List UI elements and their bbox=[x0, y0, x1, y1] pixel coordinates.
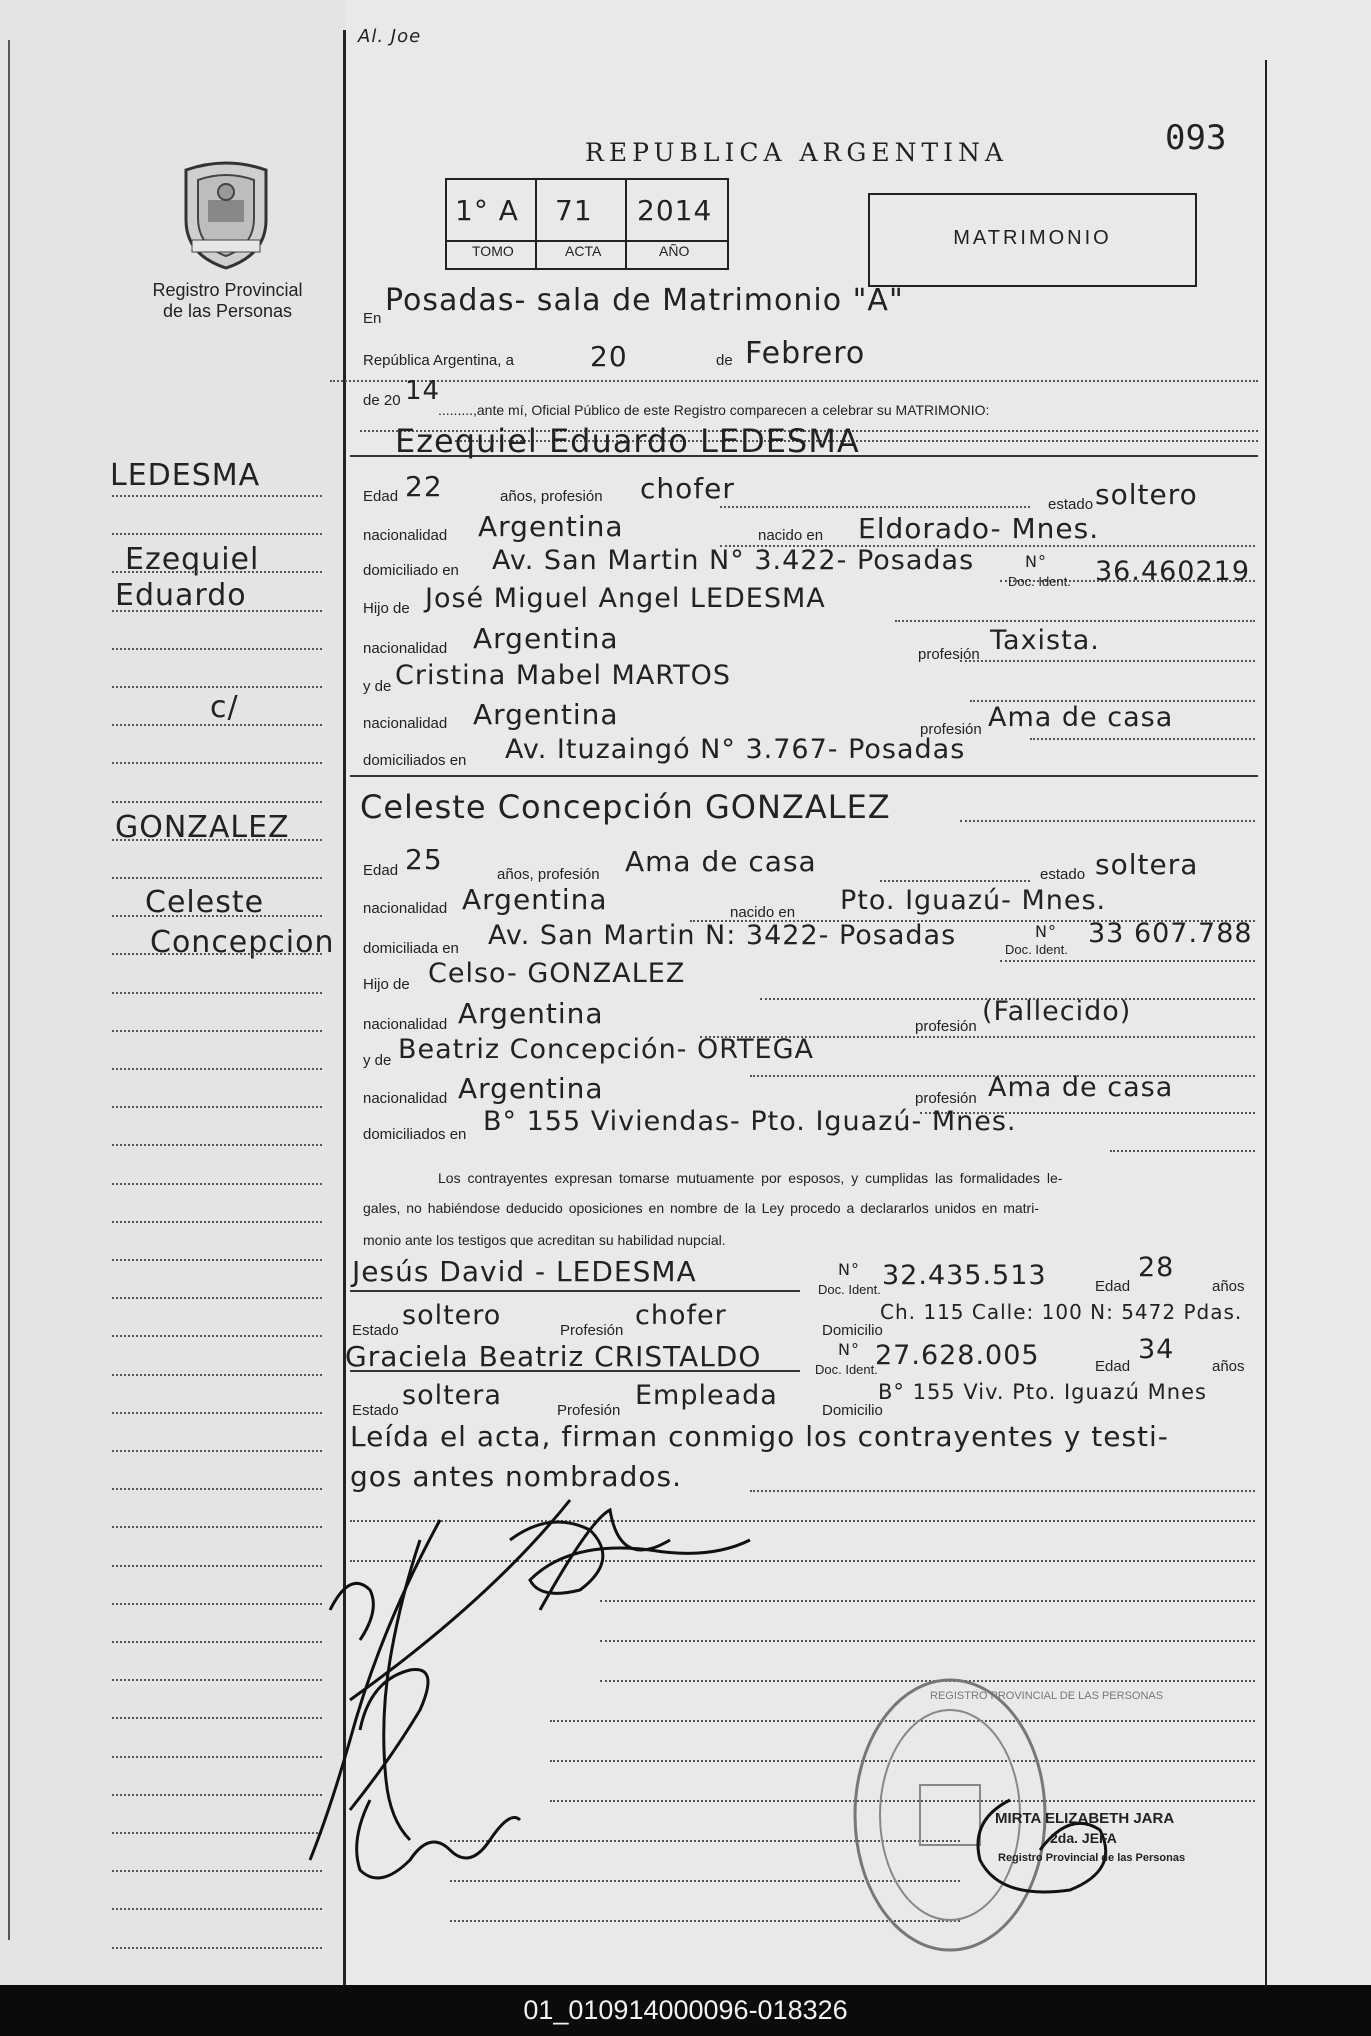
margin-rule bbox=[112, 1947, 322, 1949]
body-rule bbox=[1030, 738, 1255, 740]
bride-address: Av. San Martin N: 3422- Posadas bbox=[488, 920, 957, 951]
bride-doc: 33 607.788 bbox=[1088, 918, 1253, 949]
bride-parents-dom-label: domiciliados en bbox=[363, 1126, 467, 1143]
groom-doc-n: N° bbox=[1025, 552, 1047, 571]
groom-edad-label: Edad bbox=[363, 488, 399, 505]
bride-doc-n: N° bbox=[1035, 922, 1057, 941]
margin-rule bbox=[112, 877, 322, 879]
groom-hijo-label: Hijo de bbox=[363, 600, 410, 617]
day-value: 20 bbox=[590, 340, 628, 373]
witness-1-anos-label: años bbox=[1212, 1278, 1245, 1295]
year-prefix: de 20 bbox=[363, 392, 401, 409]
groom-mother-prof: Ama de casa bbox=[988, 702, 1174, 733]
seal-text: REGISTRO PROVINCIAL DE LAS PERSONAS bbox=[930, 1690, 1164, 1702]
groom-father-prof: Taxista. bbox=[990, 625, 1100, 656]
margin-rule bbox=[112, 686, 322, 688]
margin-rule bbox=[112, 533, 322, 535]
registry-seal-logo bbox=[178, 160, 274, 270]
groom-nationality: Argentina bbox=[478, 510, 624, 543]
page-number: 093 bbox=[1165, 118, 1227, 158]
margin-rule bbox=[112, 571, 322, 573]
margin-groom-names-1: Ezequiel bbox=[125, 542, 260, 577]
margin-rule bbox=[112, 648, 322, 650]
margin-rule bbox=[112, 953, 322, 955]
bride-mother-prof-label: profesión bbox=[915, 1090, 977, 1107]
bride-nationality: Argentina bbox=[462, 883, 608, 916]
groom-mother-nat: Argentina bbox=[473, 698, 619, 731]
body-rule bbox=[720, 506, 1030, 508]
year-suffix: 14 bbox=[405, 376, 441, 406]
margin-bride-names-2: Concepcion bbox=[150, 925, 335, 960]
bride-mother-prof: Ama de casa bbox=[988, 1072, 1174, 1103]
margin-rule bbox=[112, 1221, 322, 1223]
bride-father-prof: (Fallecido) bbox=[982, 996, 1132, 1027]
right-border bbox=[1265, 60, 1267, 1985]
body-rule bbox=[895, 620, 1255, 622]
groom-nac-label: nacionalidad bbox=[363, 527, 448, 544]
margin-rule bbox=[112, 915, 322, 917]
margin-rule bbox=[112, 1030, 322, 1032]
body-rule bbox=[960, 820, 1255, 822]
margin-groom-surname: LEDESMA bbox=[110, 458, 261, 493]
margin-connector: c/ bbox=[210, 690, 239, 725]
bride-father: Celso- GONZALEZ bbox=[428, 958, 686, 989]
groom-full-name: Ezequiel Eduardo LEDESMA bbox=[395, 422, 860, 460]
declaration-line-3: monio ante los testigos que acreditan su habilidad nupcial. bbox=[363, 1232, 726, 1248]
groom-parents-dom-label: domiciliados en bbox=[363, 752, 467, 769]
groom-nacido-label: nacido en bbox=[758, 527, 824, 544]
acta-value: 71 bbox=[555, 194, 593, 227]
place-value: Posadas- sala de Matrimonio "A" bbox=[385, 283, 904, 318]
record-type-box bbox=[868, 193, 1197, 287]
en-label: En bbox=[363, 310, 382, 327]
margin-rule bbox=[112, 762, 322, 764]
witness-1-estado-label: Estado bbox=[352, 1322, 399, 1339]
bride-mother: Beatriz Concepción- ORTEGA bbox=[398, 1034, 814, 1065]
body-rule bbox=[960, 660, 1255, 662]
bride-birthplace: Pto. Iguazú- Mnes. bbox=[840, 885, 1107, 916]
bride-doc-label: Doc. Ident. bbox=[1005, 942, 1068, 957]
official-title: 2da. JEFA bbox=[1050, 1830, 1117, 1846]
shield-emblem-icon bbox=[178, 160, 274, 270]
margin-rule bbox=[112, 1183, 322, 1185]
barcode-text: 01_010914000096-018326 bbox=[523, 1995, 848, 2025]
groom-parents-address: Av. Ituzaingó N° 3.767- Posadas bbox=[505, 734, 966, 765]
official-name: MIRTA ELIZABETH JARA bbox=[995, 1810, 1175, 1827]
groom-mother-nac-label: nacionalidad bbox=[363, 715, 448, 732]
anio-label: AÑO bbox=[659, 243, 690, 259]
tomo-label: TOMO bbox=[472, 243, 514, 259]
groom-address: Av. San Martin N° 3.422- Posadas bbox=[492, 545, 975, 576]
top-initials: Al. Joe bbox=[358, 26, 422, 47]
bride-nac-label: nacionalidad bbox=[363, 900, 448, 917]
bride-edad-label: Edad bbox=[363, 862, 399, 879]
bride-age: 25 bbox=[405, 843, 443, 876]
bride-profession: Ama de casa bbox=[625, 845, 817, 878]
margin-rule bbox=[112, 1335, 322, 1337]
closing-line-1: Leída el acta, firman conmigo los contrayentes y testi- bbox=[350, 1420, 1169, 1453]
groom-father-nac-label: nacionalidad bbox=[363, 640, 448, 657]
margin-rule bbox=[112, 1106, 322, 1108]
section-rule bbox=[350, 1290, 800, 1292]
registry-name: Registro Provincial de las Personas bbox=[152, 280, 303, 321]
witness-1-prof-label: Profesión bbox=[560, 1322, 624, 1339]
witness-2-doc-label: Doc. Ident. bbox=[815, 1362, 878, 1377]
margin-rule bbox=[112, 1144, 322, 1146]
declaration-line-2: gales, no habiéndose deducido oposiciones en nombre de la Ley procedo a declararlos unidos en matri- bbox=[363, 1200, 1039, 1216]
body-rule bbox=[880, 880, 1030, 882]
body-rule bbox=[750, 1490, 1255, 1492]
margin-rule bbox=[112, 801, 322, 803]
bride-estado-label: estado bbox=[1040, 866, 1086, 883]
margin-rule bbox=[112, 724, 322, 726]
witness-1-dom-label: Domicilio bbox=[822, 1322, 883, 1339]
bride-nacido-label: nacido en bbox=[730, 904, 796, 921]
witness-1-name: Jesús David - LEDESMA bbox=[352, 1255, 697, 1288]
witness-2-edad-label: Edad bbox=[1095, 1358, 1131, 1375]
groom-birthplace: Eldorado- Mnes. bbox=[858, 512, 1100, 545]
witness-1-address: Ch. 115 Calle: 100 N: 5472 Pdas. bbox=[880, 1300, 1243, 1324]
margin-rule bbox=[112, 1450, 322, 1452]
body-rule bbox=[1000, 960, 1255, 962]
body-rule bbox=[330, 380, 1258, 382]
groom-yde-label: y de bbox=[363, 678, 392, 695]
witness-1-edad-label: Edad bbox=[1095, 1278, 1131, 1295]
bride-marital: soltera bbox=[1095, 848, 1199, 881]
closing-line-2: gos antes nombrados. bbox=[350, 1460, 682, 1493]
witness-2-prof-label: Profesión bbox=[557, 1402, 621, 1419]
intro-text: .........,ante mí, Oficial Público de este Registro comparecen a celebrar su MATRIMONIO: bbox=[438, 402, 990, 418]
anio-value: 2014 bbox=[637, 194, 713, 227]
witness-1-doc-n: N° bbox=[838, 1260, 860, 1279]
witness-2-name: Graciela Beatriz CRISTALDO bbox=[345, 1340, 762, 1373]
margin-rule bbox=[112, 1259, 322, 1261]
witness-1-profession: chofer bbox=[635, 1300, 727, 1331]
witness-2-age: 34 bbox=[1138, 1334, 1175, 1365]
bride-yde-label: y de bbox=[363, 1052, 392, 1069]
groom-dom-label: domiciliado en bbox=[363, 562, 459, 579]
witness-1-doc: 32.435.513 bbox=[882, 1260, 1047, 1291]
bride-father-nat: Argentina bbox=[458, 997, 604, 1030]
witness-2-doc-n: N° bbox=[838, 1340, 860, 1359]
margin-rule bbox=[112, 495, 322, 497]
margin-rule bbox=[112, 1374, 322, 1376]
margin-bride-names-1: Celeste bbox=[145, 885, 265, 920]
witness-2-estado: soltera bbox=[402, 1380, 502, 1411]
body-rule bbox=[1110, 1150, 1255, 1152]
groom-father: José Miguel Angel LEDESMA bbox=[425, 583, 826, 614]
groom-doc-label: Doc. Ident. bbox=[1008, 574, 1071, 589]
acta-label: ACTA bbox=[565, 243, 602, 259]
bride-dom-label: domiciliada en bbox=[363, 940, 459, 957]
margin-bride-surname: GONZALEZ bbox=[115, 810, 290, 845]
bride-father-nac-label: nacionalidad bbox=[363, 1016, 448, 1033]
margin-rule bbox=[112, 1068, 322, 1070]
margin-rule bbox=[112, 1908, 322, 1910]
binder-edge bbox=[8, 40, 16, 1940]
margin-rule bbox=[112, 1297, 322, 1299]
groom-mother-prof-label: profesión bbox=[920, 721, 982, 738]
bride-anos-prof-label: años, profesión bbox=[497, 866, 600, 883]
margin-rule bbox=[112, 1412, 322, 1414]
barcode-footer bbox=[0, 1985, 1371, 2036]
bride-full-name: Celeste Concepción GONZALEZ bbox=[360, 788, 891, 826]
de-label: de bbox=[716, 352, 733, 369]
witness-2-dom-label: Domicilio bbox=[822, 1402, 883, 1419]
groom-profession: chofer bbox=[640, 472, 735, 505]
groom-anos-prof-label: años, profesión bbox=[500, 488, 603, 505]
witness-2-doc: 27.628.005 bbox=[875, 1340, 1040, 1371]
signatures-drawing bbox=[290, 1480, 770, 1900]
witness-2-estado-label: Estado bbox=[352, 1402, 399, 1419]
witness-1-age: 28 bbox=[1138, 1252, 1175, 1283]
margin-rule bbox=[112, 992, 322, 994]
groom-father-nat: Argentina bbox=[473, 622, 619, 655]
groom-estado-label: estado bbox=[1048, 496, 1094, 513]
declaration-line-1: Los contrayentes expresan tomarse mutuamente por esposos, y cumplidas las formalidades le- bbox=[438, 1170, 1063, 1186]
margin-rule bbox=[112, 839, 322, 841]
groom-father-prof-label: profesión bbox=[918, 646, 980, 663]
section-rule bbox=[350, 775, 1258, 777]
margin-groom-names-2: Eduardo bbox=[115, 578, 247, 613]
groom-marital: soltero bbox=[1095, 478, 1198, 511]
official-office: Registro Provincial de las Personas bbox=[998, 1852, 1186, 1864]
republic-label: República Argentina, a bbox=[363, 352, 514, 369]
country-heading: REPUBLICA ARGENTINA bbox=[585, 138, 1008, 167]
bride-mother-nat: Argentina bbox=[458, 1072, 604, 1105]
witness-2-profession: Empleada bbox=[635, 1380, 778, 1411]
bride-father-prof-label: profesión bbox=[915, 1018, 977, 1035]
tomo-value: 1° A bbox=[455, 194, 519, 227]
witness-2-address: B° 155 Viv. Pto. Iguazú Mnes bbox=[878, 1380, 1207, 1404]
witness-1-estado: soltero bbox=[402, 1300, 502, 1331]
witness-2-anos-label: años bbox=[1212, 1358, 1245, 1375]
groom-doc: 36.460219 bbox=[1095, 556, 1251, 587]
acta-reference-box bbox=[445, 178, 729, 270]
bride-hijo-label: Hijo de bbox=[363, 976, 410, 993]
groom-age: 22 bbox=[405, 470, 443, 503]
bride-mother-nac-label: nacionalidad bbox=[363, 1090, 448, 1107]
margin-rule bbox=[112, 610, 322, 612]
bride-parents-address: B° 155 Viviendas- Pto. Iguazú- Mnes. bbox=[483, 1106, 1017, 1137]
month-value: Febrero bbox=[745, 336, 866, 371]
record-type: MATRIMONIO bbox=[953, 227, 1112, 249]
witness-1-doc-label: Doc. Ident. bbox=[818, 1282, 881, 1297]
groom-mother: Cristina Mabel MARTOS bbox=[395, 660, 731, 691]
official-signature bbox=[950, 1780, 1130, 1920]
